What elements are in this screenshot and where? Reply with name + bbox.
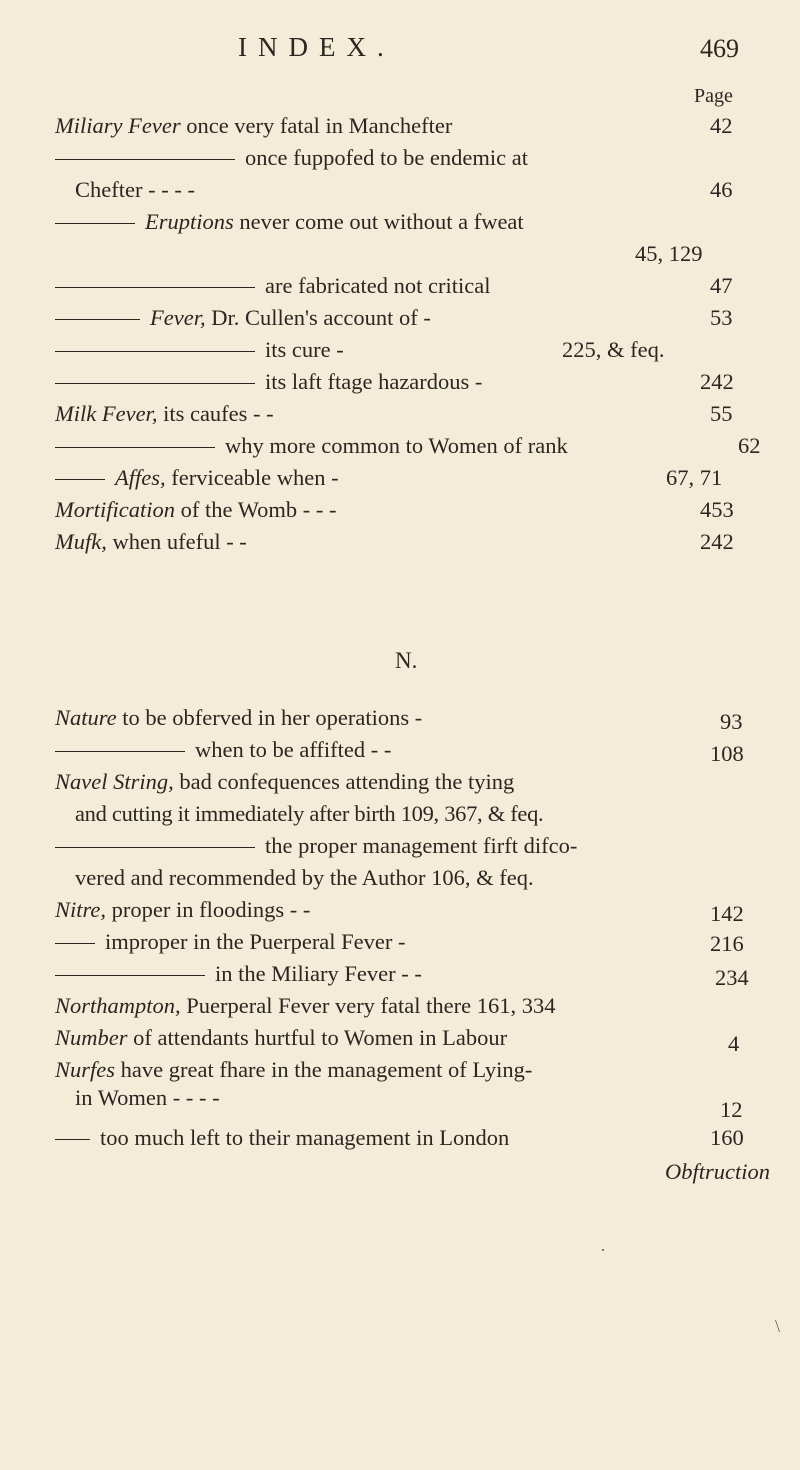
- index-page-ref: 46: [710, 177, 733, 202]
- index-entry: Number of attendants hurtful to Women in Labour: [55, 1025, 508, 1050]
- index-page-ref: 67, 71: [666, 465, 723, 490]
- index-entry: and cutting it immediately after birth 109, 367, & feq.: [75, 801, 544, 826]
- index-page-ref: 160: [710, 1125, 744, 1150]
- index-page-ref: 216: [710, 931, 744, 956]
- index-page-ref: 53: [710, 305, 733, 330]
- index-entry: its laft ftage hazardous -: [55, 368, 482, 396]
- index-entry: too much left to their management in London: [55, 1124, 509, 1152]
- index-entry: when to be affifted - -: [55, 736, 391, 764]
- index-entry: Affes, ferviceable when -: [55, 464, 339, 492]
- index-entry: its cure -: [55, 336, 344, 364]
- index-entry: in Women - - - -: [75, 1085, 220, 1110]
- index-page-ref: 242: [700, 369, 734, 394]
- index-entry: Nature to be obferved in her operations -: [55, 705, 423, 730]
- index-entry: Mortification of the Womb - - -: [55, 497, 337, 522]
- index-entry: Milk Fever, its caufes - -: [55, 401, 274, 426]
- index-entry: Nurfes have great fhare in the management of Lying-: [55, 1057, 533, 1082]
- index-entry: Chefter - - - -: [75, 177, 195, 202]
- index-page-ref: 234: [715, 965, 749, 990]
- page-column-label: Page: [694, 85, 733, 107]
- index-entry: once fuppofed to be endemic at: [55, 144, 528, 172]
- page-number: 469: [700, 34, 739, 63]
- index-page-ref: 453: [700, 497, 734, 522]
- index-entry: in the Miliary Fever - -: [55, 960, 422, 988]
- index-page-ref: 45, 129: [635, 241, 703, 266]
- index-page-ref: 142: [710, 901, 744, 926]
- index-page-ref: 62: [738, 433, 761, 458]
- index-page-ref: 108: [710, 741, 744, 766]
- catchword: Obftruction: [665, 1159, 770, 1184]
- section-letter: N.: [395, 648, 418, 673]
- index-page-ref: 93: [720, 709, 743, 734]
- index-page-ref: 225, & feq.: [562, 337, 665, 362]
- paper-speck: \: [775, 1316, 781, 1336]
- index-entry: Navel String, bad confequences attending the tying: [55, 769, 515, 794]
- page-header: [0, 32, 800, 72]
- index-page-ref: 55: [710, 401, 733, 426]
- index-entry: why more common to Women of rank: [55, 432, 568, 460]
- paper-speck: ·: [600, 1240, 606, 1260]
- index-entry: Northampton, Puerperal Fever very fatal there 161, 334: [55, 993, 556, 1018]
- index-entry: Eruptions never come out without a fweat: [55, 208, 524, 236]
- index-page-ref: 12: [720, 1097, 743, 1122]
- index-entry: vered and recommended by the Author 106, & feq.: [75, 865, 534, 890]
- index-page-ref: 242: [700, 529, 734, 554]
- index-entry: the proper management firft difco-: [55, 832, 577, 860]
- index-page-ref: 47: [710, 273, 733, 298]
- index-entry: Miliary Fever once very fatal in Manchefter: [55, 113, 453, 138]
- index-entry: Fever, Dr. Cullen's account of -: [55, 304, 431, 332]
- index-page-ref: 4: [728, 1031, 740, 1056]
- index-entry: Nitre, proper in floodings - -: [55, 897, 311, 922]
- index-entry: Mufk, when ufeful - -: [55, 529, 247, 554]
- index-entry: are fabricated not critical: [55, 272, 490, 300]
- index-entry: improper in the Puerperal Fever -: [55, 928, 406, 956]
- running-title: INDEX.: [238, 32, 395, 62]
- index-page-ref: 42: [710, 113, 733, 138]
